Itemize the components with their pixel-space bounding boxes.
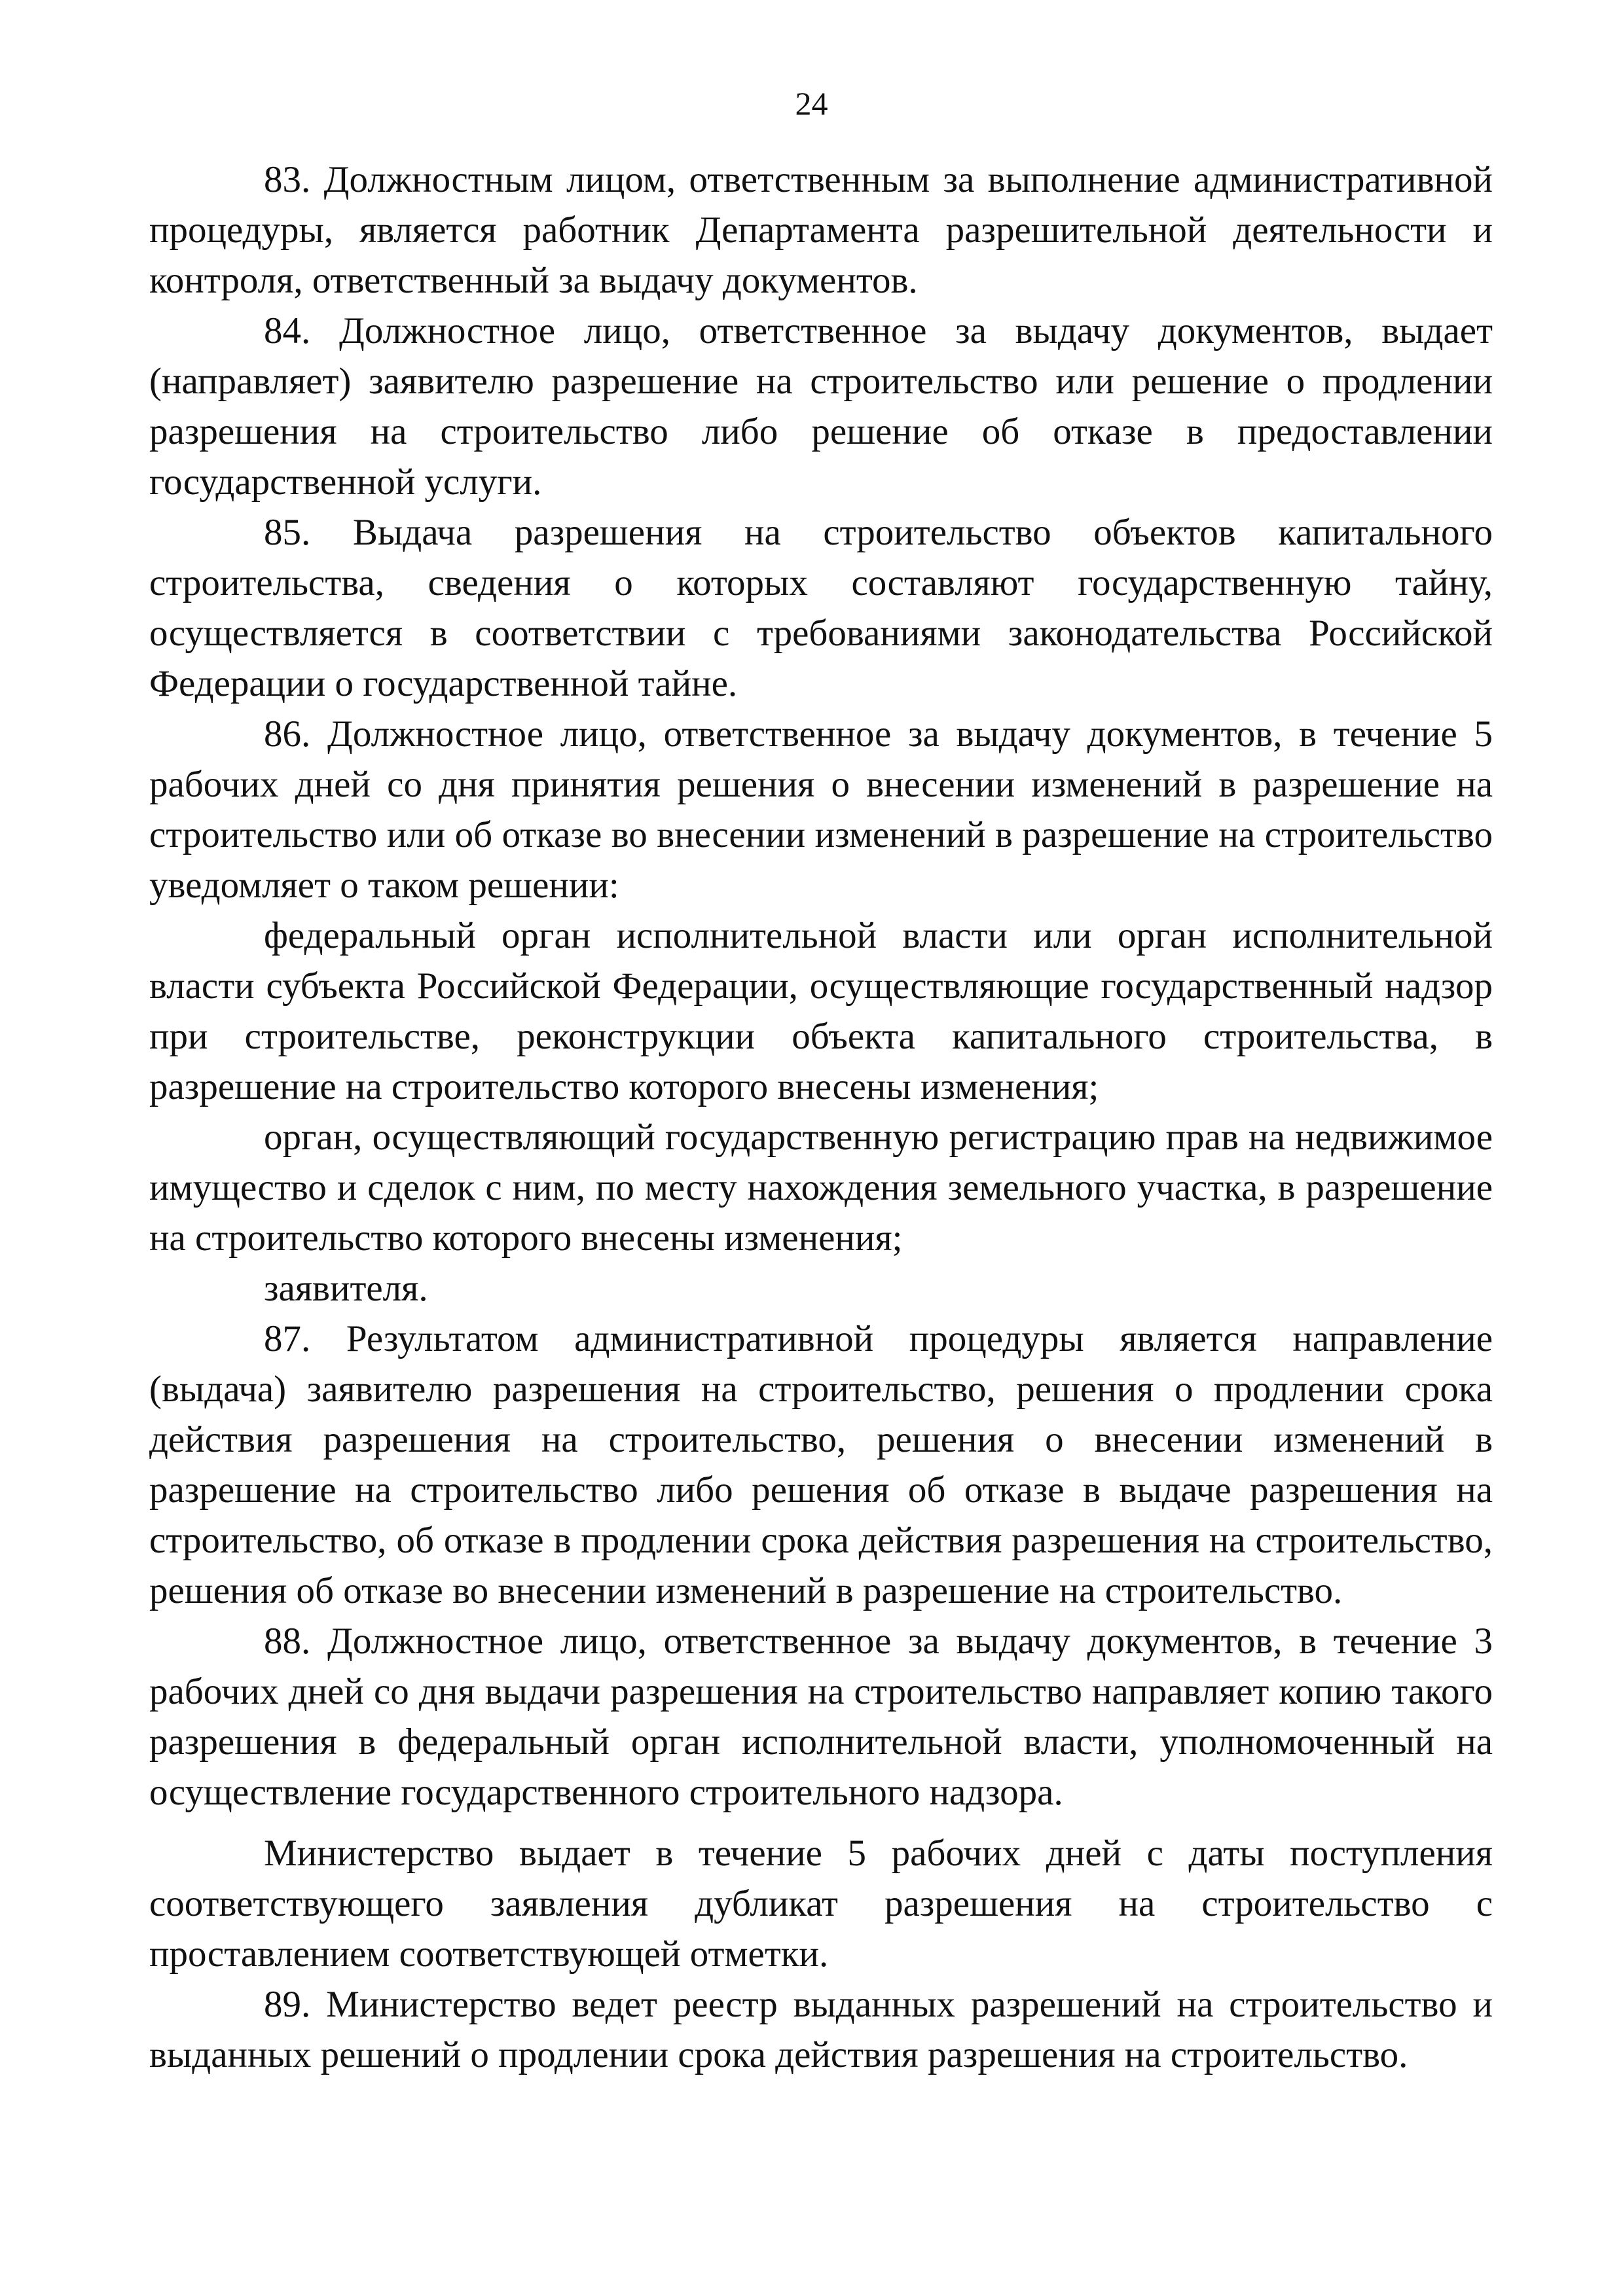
paragraph-85: 85. Выдача разрешения на строительство объектов капитального строительства, сведения о которых составляют государственную тайну, осуществляется в соответствии с требованиями законодательства Российской Федерации о государственной тайне. — [149, 512, 1493, 704]
paragraph-86-recipient-applicant: заявителя. — [264, 1268, 428, 1309]
paragraph-83: 83. Должностным лицом, ответственным за выполнение административной процедуры, является работник Департамента разрешительной деятельности и контроля, ответственный за выдачу документов. — [149, 159, 1493, 301]
paragraph-87: 87. Результатом административной процедуры является направление (выдача) заявителю разрешения на строительство, решения о продлении срока действия разрешения на строительство, решения о внесении изменений в разрешение на строительство либо решения об отказе в выдаче разрешения на строительство, об отказе в продлении срока действия разрешения на строительство, решения об отказе во внесении изменений в разрешение на строительство. — [149, 1318, 1493, 1611]
paragraph-89: 89. Министерство ведет реестр выданных разрешений на строительство и выданных решений о продлении срока действия разрешения на строительство. — [149, 1984, 1493, 2075]
page-number: 24 — [795, 85, 828, 122]
paragraph-86-recipient-registration-body: орган, осуществляющий государственную регистрацию прав на недвижимое имущество и сделок с ним, по месту нахождения земельного участка, в разрешение на строительство которого внесены изменения; — [149, 1117, 1493, 1259]
paragraph-88-duplicate: Министерство выдает в течение 5 рабочих дней с даты поступления соответствующего заявления дубликат разрешения на строительство с проставлением соответствующей отметки. — [149, 1833, 1493, 1975]
paragraph-84: 84. Должностное лицо, ответственное за выдачу документов, выдает (направляет) заявителю разрешение на строительство или решение о продлении разрешения на строительство либо решение об отказе в предоставлении государственной услуги. — [149, 310, 1493, 503]
paragraph-86: 86. Должностное лицо, ответственное за выдачу документов, в течение 5 рабочих дней со дня принятия решения о внесении изменений в разрешение на строительство или об отказе во внесении изменений в разрешение на строительство уведомляет о таком решении: — [149, 713, 1493, 906]
paragraph-88: 88. Должностное лицо, ответственное за выдачу документов, в течение 3 рабочих дней со дня выдачи разрешения на строительство направляет копию такого разрешения в федеральный орган исполнительной власти, уполномоченный на осуществление государственного строительного надзора. — [149, 1621, 1493, 1813]
paragraph-86-recipient-federal-body: федеральный орган исполнительной власти или орган исполнительной власти субъекта Российской Федерации, осуществляющие государственный надзор при строительстве, реконструкции объекта капитального строительства, в разрешение на строительство которого внесены изменения; — [149, 915, 1493, 1107]
document-body — [149, 154, 1493, 2080]
